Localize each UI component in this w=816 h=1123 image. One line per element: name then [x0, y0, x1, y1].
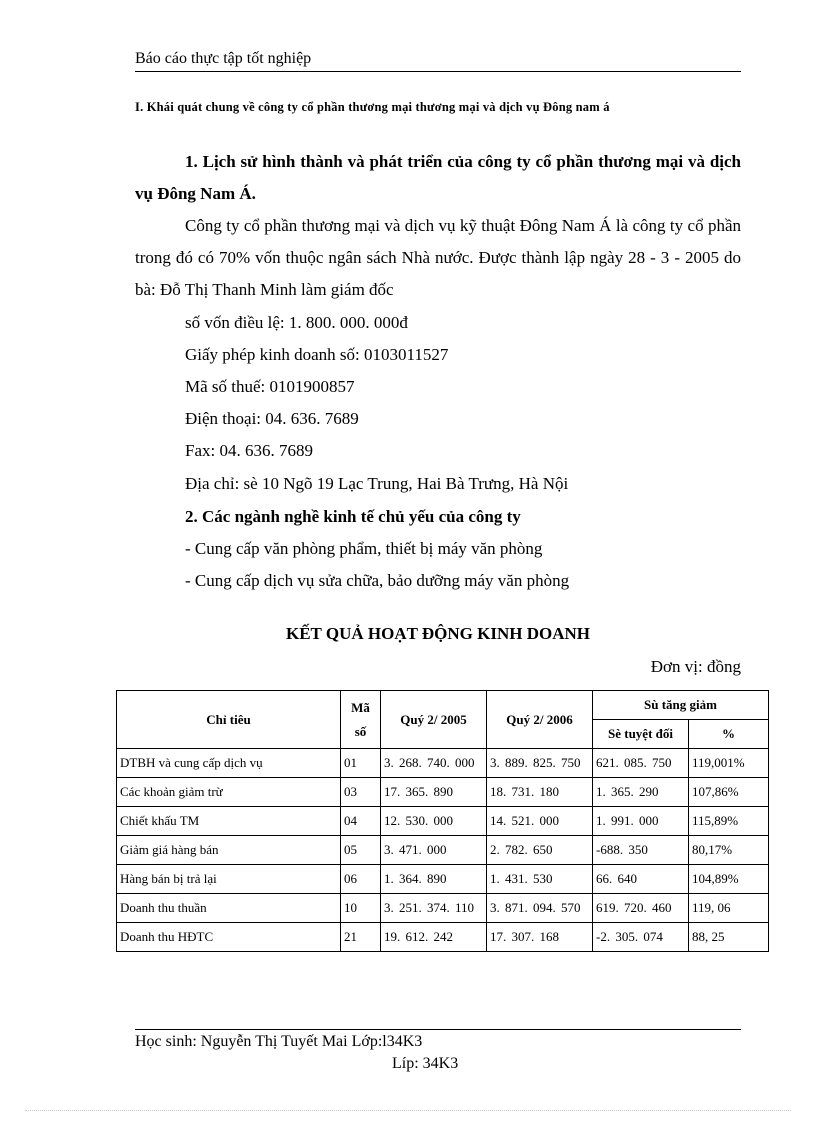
cell-q2-2006: 14. 521. 000 [487, 807, 593, 836]
table-row [117, 865, 769, 894]
cell-q2-2005: 12. 530. 000 [381, 807, 487, 836]
cell-code: 05 [341, 836, 381, 865]
cell-absolute: 1. 365. 290 [593, 778, 689, 807]
table-row [117, 778, 769, 807]
cell-indicator: Doanh thu thuần [117, 894, 341, 923]
cell-code: 03 [341, 778, 381, 807]
cell-q2-2006: 1. 431. 530 [487, 865, 593, 894]
business-line-item: - Cung cấp dịch vụ sửa chữa, bảo dưỡng máy văn phòng [185, 571, 570, 590]
cell-indicator: Doanh thu HĐTC [117, 923, 341, 952]
cell-q2-2006: 18. 731. 180 [487, 778, 593, 807]
cell-absolute: 621. 085. 750 [593, 749, 689, 778]
cell-q2-2005: 17. 365. 890 [381, 778, 487, 807]
section-heading: I. Khái quát chung về công ty cổ phần thương mại thương mại và dịch vụ Đông nam á [135, 100, 610, 114]
info-address: Địa chỉ: sè 10 Ngõ 19 Lạc Trung, Hai Bà Trưng, Hà Nội [185, 474, 569, 493]
cell-percent: 119,001% [689, 749, 769, 778]
header-q2-2006: Quý 2/ 2006 [487, 691, 593, 749]
table-row [117, 923, 769, 952]
cell-q2-2005: 3. 251. 374. 110 [381, 894, 487, 923]
cell-indicator: Hàng bán bị trả lại [117, 865, 341, 894]
table-header-row [117, 691, 769, 720]
page-edge-divider [25, 1110, 791, 1111]
cell-q2-2006: 2. 782. 650 [487, 836, 593, 865]
table-title: KẾT QUẢ HOẠT ĐỘNG KINH DOANH [286, 624, 590, 643]
cell-code: 04 [341, 807, 381, 836]
heading-business-lines: 2. Các ngành nghề kinh tế chủ yếu của công ty [185, 507, 521, 526]
table-row [117, 894, 769, 923]
footer-rule [135, 1029, 741, 1030]
cell-q2-2005: 1. 364. 890 [381, 865, 487, 894]
cell-indicator: Các khoản giảm trừ [117, 778, 341, 807]
cell-q2-2006: 3. 889. 825. 750 [487, 749, 593, 778]
header-change: Sù tăng giảm [593, 691, 769, 720]
page-header-title: Báo cáo thực tập tốt nghiệp [135, 50, 312, 67]
info-business-license: Giấy phép kinh doanh số: 0103011527 [185, 345, 449, 364]
cell-percent: 107,86% [689, 778, 769, 807]
header-rule [135, 71, 741, 72]
cell-code: 10 [341, 894, 381, 923]
cell-percent: 104,89% [689, 865, 769, 894]
info-phone: Điện thoại: 04. 636. 7689 [185, 409, 359, 428]
table-row [117, 836, 769, 865]
table-row [117, 749, 769, 778]
business-line-item: - Cung cấp văn phòng phẩm, thiết bị máy văn phòng [185, 539, 543, 558]
cell-q2-2005: 19. 612. 242 [381, 923, 487, 952]
header-q2-2005: Quý 2/ 2005 [381, 691, 487, 749]
header-indicator: Chỉ tiêu [117, 691, 341, 749]
header-code: Mã số [341, 691, 381, 749]
cell-percent: 80,17% [689, 836, 769, 865]
table-unit: Đơn vị: đồng [650, 657, 741, 676]
table-row [117, 807, 769, 836]
cell-absolute: -688. 350 [593, 836, 689, 865]
cell-absolute: 1. 991. 000 [593, 807, 689, 836]
cell-code: 01 [341, 749, 381, 778]
cell-code: 06 [341, 865, 381, 894]
footer-student: Học sinh: Nguyễn Thị Tuyết Mai Lớp:l34K3 [135, 1033, 423, 1050]
cell-absolute: -2. 305. 074 [593, 923, 689, 952]
cell-q2-2006: 3. 871. 094. 570 [487, 894, 593, 923]
business-results-table [116, 690, 769, 952]
cell-percent: 119, 06 [689, 894, 769, 923]
cell-indicator: Chiết khấu TM [117, 807, 341, 836]
header-absolute: Sè tuyệt đối [593, 720, 689, 749]
cell-code: 21 [341, 923, 381, 952]
header-percent: % [689, 720, 769, 749]
heading-history: 1. Lịch sử hình thành và phát triển của công ty cổ phần thương mại và dịch vụ Đông Nam Á. [135, 152, 741, 203]
footer-class: Líp: 34K3 [392, 1055, 459, 1072]
info-fax: Fax: 04. 636. 7689 [185, 441, 313, 460]
info-tax-code: Mã số thuế: 0101900857 [185, 377, 355, 396]
cell-absolute: 66. 640 [593, 865, 689, 894]
cell-q2-2005: 3. 471. 000 [381, 836, 487, 865]
cell-indicator: Giảm giá hàng bán [117, 836, 341, 865]
info-charter-capital: số vốn điều lệ: 1. 800. 000. 000đ [185, 313, 408, 332]
cell-percent: 115,89% [689, 807, 769, 836]
cell-percent: 88, 25 [689, 923, 769, 952]
cell-q2-2005: 3. 268. 740. 000 [381, 749, 487, 778]
cell-absolute: 619. 720. 460 [593, 894, 689, 923]
company-intro-paragraph: Công ty cổ phần thương mại và dịch vụ kỹ thuật Đông Nam Á là công ty cổ phần trong đó có 70% vốn thuộc ngân sách Nhà nước. Được thành lập ngày 28 - 3 - 2005 do bà: Đỗ Thị Thanh Minh làm giám đốc [135, 216, 741, 299]
cell-q2-2006: 17. 307. 168 [487, 923, 593, 952]
cell-indicator: DTBH và cung cấp dịch vụ [117, 749, 341, 778]
